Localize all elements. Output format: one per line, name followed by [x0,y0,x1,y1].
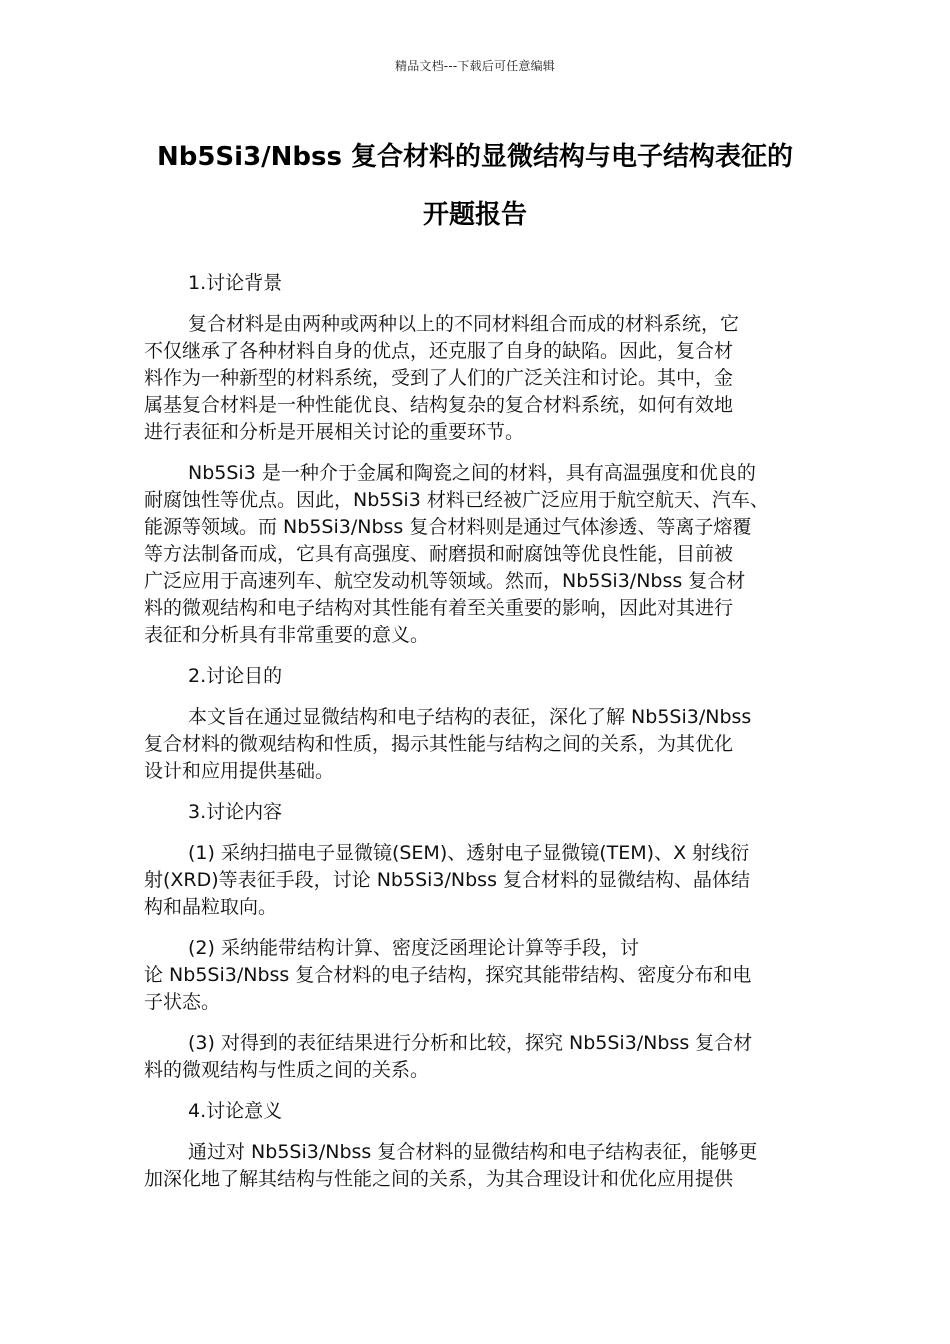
paragraph-line: 复合材料是由两种或两种以上的不同材料组合而成的材料系统，它 [188,313,740,335]
paragraph-line: (3) 对得到的表征结果进行分析和比较，探究 Nb5Si3/Nbss 复合材 [188,1032,753,1054]
paragraph [144,460,814,649]
document-title-line-1: Nb5Si3/Nbss 复合材料的显微结构与电子结构表征的 [156,142,794,172]
paragraph-line: 设计和应用提供基础。 [144,760,335,782]
paragraph-line: (1) 采纳扫描电子显微镜(SEM)、透射电子显微镜(TEM)、X 射线衍 [188,842,750,864]
paragraph [144,1030,814,1084]
paragraph-line: 耐腐蚀性等优点。因此，Nb5Si3 材料已经被广泛应用于航空航天、汽车、 [144,489,769,511]
paragraph-line: (2) 采纳能带结构计算、密度泛函理论计算等手段，讨 [188,937,639,959]
paragraph-line: 能源等领域。而 Nb5Si3/Nbss 复合材料则是通过气体渗透、等离子熔覆 [144,516,752,538]
paragraph-line: 不仅继承了各种材料自身的优点，还克服了自身的缺陷。因此，复合材 [144,340,734,362]
paragraph-line: 属基复合材料是一种性能优良、结构复杂的复合材料系统，如何有效地 [144,394,734,416]
paragraph-line: 广泛应用于高速列车、航空发动机等领域。然而，Nb5Si3/Nbss 复合材 [144,570,746,592]
paragraph [144,935,814,1016]
paragraph-line: 料的微观结构与性质之间的关系。 [144,1059,430,1081]
section-heading: 1.讨论背景 [188,272,283,294]
document-body [144,270,814,1207]
paragraph-line: 论 Nb5Si3/Nbss 复合材料的电子结构，探究其能带结构、密度分布和电 [144,964,752,986]
paragraph-line: 复合材料的微观结构和性质，揭示其性能与结构之间的关系，为其优化 [144,733,734,755]
paragraph-line: 通过对 Nb5Si3/Nbss 复合材料的显微结构和电子结构表征，能够更 [188,1141,758,1163]
paragraph [144,840,814,921]
paragraph-line: 子状态。 [144,991,221,1013]
section-heading: 2.讨论目的 [188,665,283,687]
paragraph-line: 进行表征和分析是开展相关讨论的重要环节。 [144,421,525,443]
paragraph-line: 加深化地了解其结构与性能之间的关系，为其合理设计和优化应用提供 [144,1168,734,1190]
paragraph-line: Nb5Si3 是一种介于金属和陶瓷之间的材料，具有高温强度和优良的 [188,462,756,484]
paragraph-line: 料作为一种新型的材料系统，受到了人们的广泛关注和讨论。其中，金 [144,367,734,389]
paragraph [144,311,814,446]
paragraph-line: 表征和分析具有非常重要的意义。 [144,624,430,646]
section-heading: 3.讨论内容 [188,801,283,823]
paragraph-line: 射(XRD)等表征手段，讨论 Nb5Si3/Nbss 复合材料的显微结构、晶体结 [144,869,751,891]
paragraph-line: 等方法制备而成，它具有高强度、耐磨损和耐腐蚀等优良性能，目前被 [144,543,734,565]
document-title [100,128,850,244]
document-title-line-2: 开题报告 [422,200,527,230]
paragraph-line: 本文旨在通过显微结构和电子结构的表征，深化了解 Nb5Si3/Nbss [188,706,752,728]
section-heading: 4.讨论意义 [188,1100,283,1122]
paragraph-line: 料的微观结构和电子结构对其性能有着至关重要的影响，因此对其进行 [144,597,734,619]
page-header-note: 精品文档---下载后可任意编辑 [395,59,555,73]
paragraph [144,1139,814,1193]
paragraph-line: 构和晶粒取向。 [144,896,278,918]
paragraph [144,704,814,785]
